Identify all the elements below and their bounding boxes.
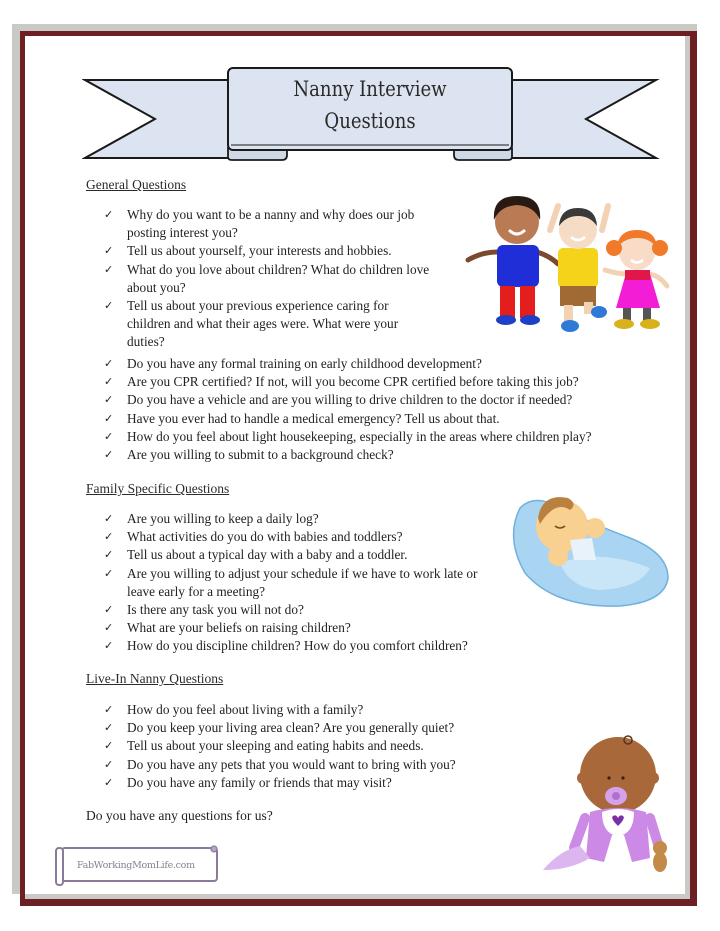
checkmark-icon: ✓ [104,357,114,370]
list-item [104,242,449,260]
website-tag [55,845,220,887]
checkmark-icon: ✓ [104,721,114,735]
question-text: What are your beliefs on raising children? [127,620,351,636]
question-text: Tell us about yourself, your interests and hobbies. [127,243,392,259]
checkmark-icon: ✓ [104,208,114,221]
website-text: FabWorkingMomLife.com [77,860,195,871]
checkmark-icon: ✓ [104,639,114,653]
list-item [104,373,674,391]
question-text: What activities do you do with babies and toddlers? [127,529,403,545]
question-text: Do you have any family or friends that may visit? [127,774,392,790]
question-text: Do you have any pets that you would want to bring with you? [127,756,456,772]
section-heading-live-in: Live-In Nanny Questions [86,671,224,686]
checkmark-icon: ✓ [104,739,114,753]
list-item [104,637,547,655]
question-text: Is there any task you will not do? [127,602,304,618]
list-item [104,446,674,464]
question-text: Are you willing to adjust your schedule if we have to work late or leave early for a meeting? [127,565,478,599]
list-item [104,601,484,619]
list-item [104,261,449,297]
list-item [104,774,504,792]
question-text: What do you love about children? What do children love about you? [127,261,430,295]
children-illustration-icon [462,190,672,335]
list-item [104,297,449,352]
title-banner [82,65,660,163]
question-text: How do you feel about living with a family? [127,702,364,717]
checkmark-icon: ✓ [104,530,114,544]
question-text: How do you feel about light housekeeping, especially in the areas where children play? [127,428,592,444]
live-in-questions-list [104,701,504,792]
checkmark-icon: ✓ [104,603,114,617]
checkmark-icon: ✓ [104,393,114,407]
checkmark-icon: ✓ [104,512,114,525]
list-item [104,355,674,373]
section-heading-general: General Questions [86,177,187,192]
question-text: Tell us about your previous experience caring for children and what their ages were. What were your duties? [127,298,399,350]
list-item [104,428,674,446]
checkmark-icon: ✓ [104,566,114,580]
checkmark-icon: ✓ [104,621,114,635]
general-questions-list-cont [104,355,674,464]
checkmark-icon: ✓ [104,429,114,443]
list-item [104,391,674,409]
toddler-illustration-icon [540,730,680,880]
question-text: Are you willing to submit to a background check? [127,447,394,463]
checkmark-icon: ✓ [104,448,114,462]
sleeping-baby-icon [500,478,675,618]
checkmark-icon: ✓ [104,757,114,771]
question-text: Do you have a vehicle and are you willing to drive children to the doctor if needed? [127,392,573,408]
list-item [104,719,504,737]
list-item [104,619,484,637]
checkmark-icon: ✓ [104,244,114,258]
question-text: Have you ever had to handle a medical emergency? Tell us about that. [127,410,500,426]
question-text: Tell us about a typical day with a baby and a toddler. [127,547,408,563]
list-item [104,701,504,719]
title-line-1: Nanny Interview [293,77,447,101]
closing-question: Do you have any questions for us? [86,808,273,823]
question-text: Do you have any formal training on early childhood development? [127,356,482,371]
checkmark-icon: ✓ [104,411,114,425]
checkmark-icon: ✓ [104,375,114,389]
question-text: Are you CPR certified? If not, will you become CPR certified before taking this job? [127,374,579,390]
list-item [104,565,484,601]
section-heading-family: Family Specific Questions [86,481,230,496]
page-title [248,73,492,137]
checkmark-icon: ✓ [104,703,114,716]
checkmark-icon: ✓ [104,775,114,789]
question-text: Do you keep your living area clean? Are you generally quiet? [127,720,455,736]
question-text: Are you willing to keep a daily log? [127,511,319,526]
checkmark-icon: ✓ [104,299,114,313]
list-item [104,206,449,242]
list-item [104,410,674,428]
checkmark-icon: ✓ [104,262,114,276]
general-questions-list [104,206,449,352]
list-item [104,510,484,528]
list-item [104,737,504,755]
list-item [104,756,504,774]
checkmark-icon: ✓ [104,548,114,562]
list-item [104,546,484,564]
question-text: Tell us about your sleeping and eating habits and needs. [127,738,424,754]
title-line-2: Questions [324,109,416,133]
question-text: How do you discipline children? How do you comfort children? [127,638,468,654]
list-item [104,528,484,546]
question-text: Why do you want to be a nanny and why does our job posting interest you? [127,207,415,241]
family-questions-list [104,510,484,656]
